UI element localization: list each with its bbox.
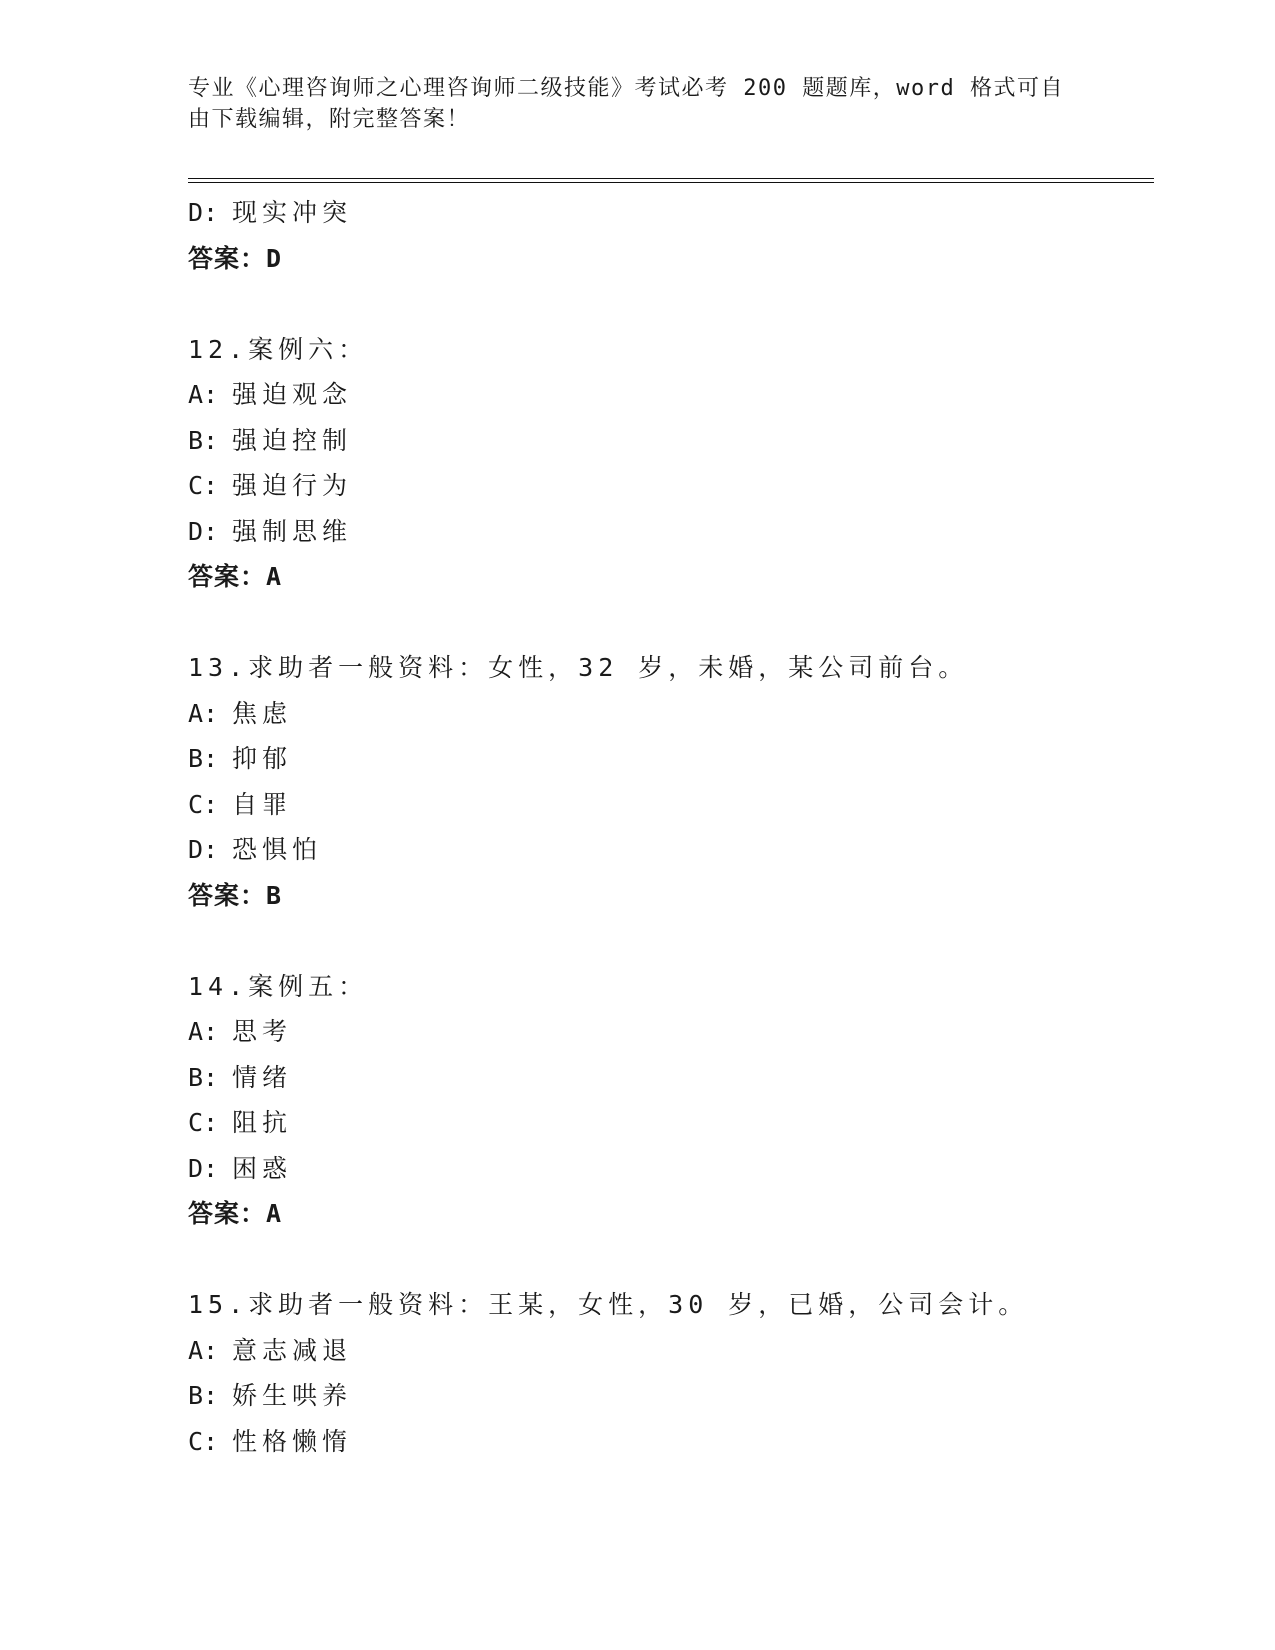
answer-line: 答案：D xyxy=(188,243,283,273)
option-text: 强迫观念 xyxy=(232,380,353,409)
option-label: C: xyxy=(188,1426,219,1456)
spacer xyxy=(188,1237,1154,1283)
option-d xyxy=(188,509,1154,555)
option-text: 思考 xyxy=(232,1017,293,1046)
option-label: C: xyxy=(188,1108,219,1137)
option-a xyxy=(188,691,1154,737)
answer-line: 答案：A xyxy=(188,1199,283,1228)
header-line-2: 由下载编辑，附完整答案！ xyxy=(188,107,471,132)
question-title: 13.求助者一般资料：女性，32 岁，未婚，某公司前台。 xyxy=(188,653,969,682)
option-label: A: xyxy=(188,698,219,728)
option-b xyxy=(188,736,1154,782)
option-label: B: xyxy=(188,425,219,455)
option-label: A: xyxy=(188,1017,219,1046)
option-c xyxy=(188,1100,1154,1146)
document-header xyxy=(188,73,1088,135)
option-text: 强制思维 xyxy=(232,516,353,546)
option-label: B: xyxy=(188,1381,219,1410)
option-text: 焦虑 xyxy=(232,698,293,728)
option-text: 强迫控制 xyxy=(232,425,353,455)
spacer xyxy=(188,281,1154,327)
option-label: D: xyxy=(188,835,219,864)
option-a xyxy=(188,1328,1154,1374)
option-label: D: xyxy=(188,516,219,546)
header-divider-bottom xyxy=(188,182,1154,183)
question-list xyxy=(188,190,1154,1464)
option-b xyxy=(188,1055,1154,1101)
question-title: 12.案例六： xyxy=(188,334,369,364)
spacer xyxy=(188,600,1154,646)
option-d xyxy=(188,1146,1154,1192)
question-title: 15.求助者一般资料：王某，女性，30 岁，已婚，公司会计。 xyxy=(188,1290,1029,1319)
option-text: 意志减退 xyxy=(232,1335,353,1365)
option-text: 恐惧怕 xyxy=(232,835,323,864)
option-label: A: xyxy=(188,380,219,409)
option-label: B: xyxy=(188,1062,219,1092)
option-text: 阻抗 xyxy=(232,1108,293,1137)
option-c xyxy=(188,782,1154,828)
option-a xyxy=(188,1009,1154,1055)
option-label: B: xyxy=(188,744,219,773)
option-text: 自罪 xyxy=(232,789,293,819)
option-c xyxy=(188,1419,1154,1465)
option-text: 困惑 xyxy=(232,1153,293,1183)
answer-line: 答案：B xyxy=(188,880,283,910)
option-label: A: xyxy=(188,1335,219,1365)
option-label: D: xyxy=(188,198,219,227)
option-d xyxy=(188,827,1154,873)
option-text: 现实冲突 xyxy=(232,198,353,227)
option-text: 强迫行为 xyxy=(232,471,353,500)
answer-line: 答案：A xyxy=(188,562,283,591)
header-line-1: 专业《心理咨询师之心理咨询师二级技能》考试必考 200 题题库，word 格式可自 xyxy=(188,76,1064,101)
option-c xyxy=(188,463,1154,509)
option-label: C: xyxy=(188,789,219,819)
option-text: 情绪 xyxy=(232,1062,293,1092)
option-text: 娇生哄养 xyxy=(232,1381,353,1410)
option-a xyxy=(188,372,1154,418)
option-text: 抑郁 xyxy=(232,744,293,773)
option-b xyxy=(188,1373,1154,1419)
option-b xyxy=(188,418,1154,464)
option-label: D: xyxy=(188,1153,219,1183)
option-d xyxy=(188,190,1154,236)
header-divider-top xyxy=(188,178,1154,179)
option-label: C: xyxy=(188,471,219,500)
question-title: 14.案例五： xyxy=(188,971,369,1001)
spacer xyxy=(188,918,1154,964)
option-text: 性格懒惰 xyxy=(232,1426,353,1456)
